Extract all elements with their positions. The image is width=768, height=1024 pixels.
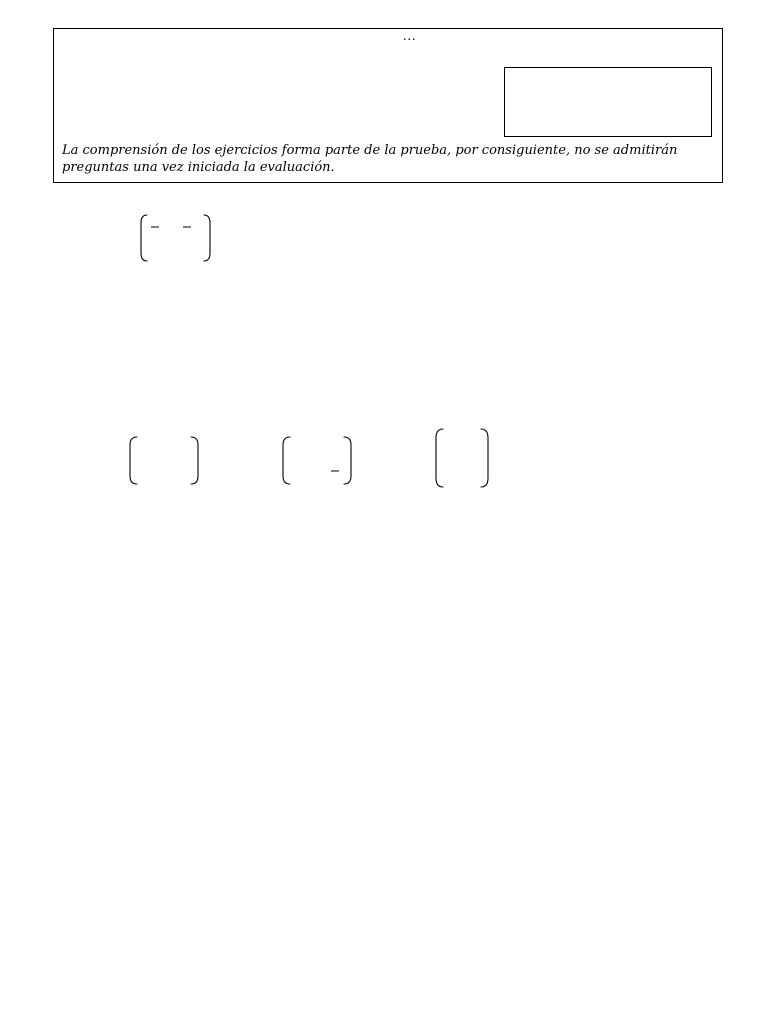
matrix-3 — [280, 434, 358, 488]
matrix-3-left-bracket — [283, 437, 290, 484]
matrix-1-right-bracket — [204, 215, 210, 261]
grade-box — [504, 67, 712, 137]
matrix-1-left-bracket — [141, 215, 147, 261]
matrix-3-right-bracket — [344, 437, 351, 484]
header-box — [53, 28, 723, 183]
matrix-2-right-bracket — [191, 437, 198, 484]
instructions-text: La comprensión de los ejercicios forma parte de la prueba, por consiguiente, no se admitirán preguntas una vez iniciada la evaluación. — [62, 143, 678, 175]
matrix-4-left-bracket — [436, 429, 443, 487]
matrix-4-right-bracket — [481, 429, 488, 487]
matrix-4 — [433, 426, 495, 492]
matrix-1 — [138, 212, 216, 266]
matrix-2 — [127, 434, 205, 488]
matrix-2-left-bracket — [130, 437, 137, 484]
header-ellipsis: ... — [403, 29, 417, 44]
